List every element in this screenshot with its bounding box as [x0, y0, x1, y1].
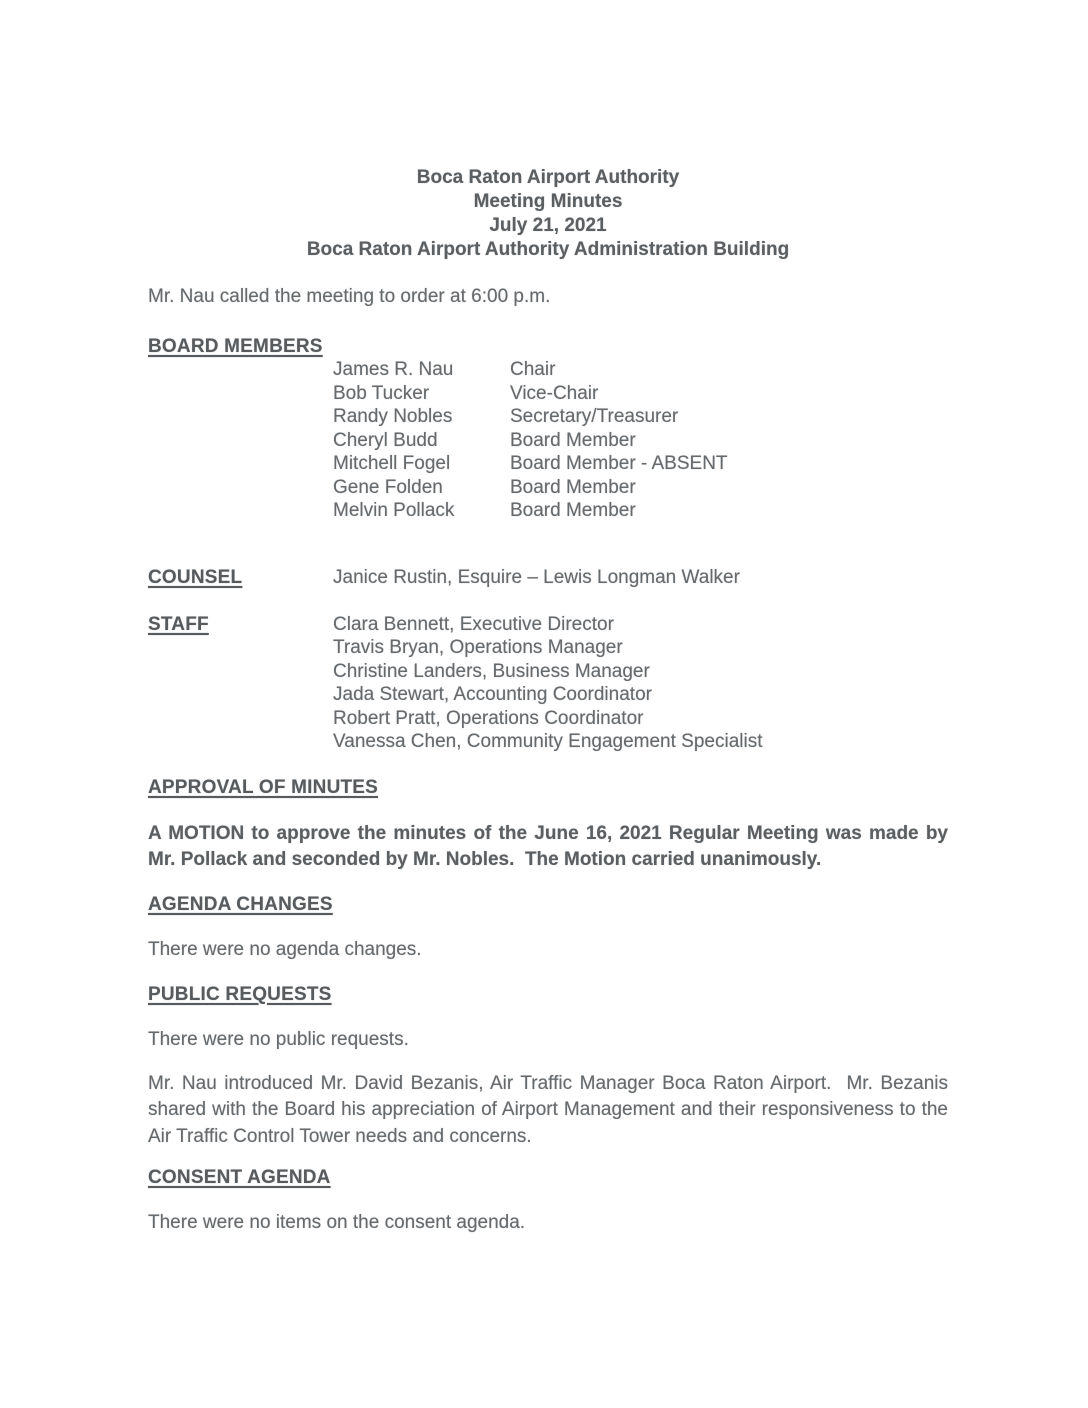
list-item: Vanessa Chen, Community Engagement Specialist — [333, 731, 763, 752]
member-role: Board Member — [510, 500, 636, 521]
staff-list — [333, 613, 948, 754]
counsel-heading: COUNSEL — [148, 566, 243, 588]
table-row — [333, 405, 948, 429]
staff-row — [148, 613, 948, 754]
list-item: Clara Bennett, Executive Director — [333, 613, 614, 635]
list-item: Christine Landers, Business Manager — [333, 660, 650, 682]
list-item: Jada Stewart, Accounting Coordinator — [333, 684, 652, 705]
call-to-order-paragraph: Mr. Nau called the meeting to order at 6:00 p.m. — [148, 286, 551, 307]
public-requests-heading: PUBLIC REQUESTS — [148, 983, 332, 1005]
list-item: Travis Bryan, Operations Manager — [333, 637, 623, 658]
member-role: Board Member - ABSENT — [510, 453, 728, 474]
title-line-authority: Boca Raton Airport Authority — [416, 167, 680, 188]
member-name: Cheryl Budd — [333, 429, 438, 451]
consent-agenda-paragraph: There were no items on the consent agenda. — [148, 1212, 526, 1233]
consent-agenda-heading: CONSENT AGENDA — [148, 1167, 331, 1188]
member-name: Gene Folden — [333, 476, 443, 498]
member-role: Board Member — [510, 476, 636, 498]
member-role: Vice-Chair — [510, 382, 599, 404]
public-requests-paragraph: There were no public requests. — [148, 1028, 409, 1050]
table-row — [333, 476, 948, 500]
table-row — [333, 382, 948, 406]
motion-paragraph: A MOTION to approve the minutes of the June 16, 2021 Regular Meeting was made by Mr. Pollack and seconded by Mr. Nobles. The Motion carried unanimously. — [148, 822, 954, 870]
table-row — [333, 452, 948, 476]
table-row — [333, 499, 948, 523]
member-role: Board Member — [510, 429, 636, 451]
member-name: Mitchell Fogel — [333, 453, 451, 474]
counsel-text: Janice Rustin, Esquire – Lewis Longman Walker — [333, 566, 740, 588]
table-row — [333, 358, 948, 382]
table-row — [333, 429, 948, 453]
staff-heading: STAFF — [148, 613, 209, 635]
counsel-row — [148, 566, 948, 589]
member-name: Bob Tucker — [333, 382, 430, 404]
document-title-block — [148, 166, 948, 262]
member-role: Chair — [510, 359, 556, 380]
approval-of-minutes-heading: APPROVAL OF MINUTES — [148, 776, 379, 798]
member-name: James R. Nau — [333, 359, 454, 380]
title-line-date: July 21, 2021 — [489, 215, 607, 236]
member-role: Secretary/Treasurer — [510, 406, 679, 427]
board-members-heading: BOARD MEMBERS — [148, 336, 323, 357]
agenda-changes-heading: AGENDA CHANGES — [148, 893, 333, 915]
agenda-changes-paragraph: There were no agenda changes. — [148, 938, 422, 960]
list-item: Robert Pratt, Operations Coordinator — [333, 707, 644, 729]
member-name: Randy Nobles — [333, 406, 453, 427]
board-members-table — [333, 358, 948, 523]
title-line-doc-type: Meeting Minutes — [473, 191, 623, 212]
member-name: Melvin Pollack — [333, 500, 455, 521]
bezanis-paragraph: Mr. Nau introduced Mr. David Bezanis, Air Traffic Manager Boca Raton Airport. Mr. Bezanis shared with the Board his appreciation of Airport Management and their responsiveness to the Air Traffic Control Tower needs and concerns. — [148, 1072, 954, 1147]
title-line-location: Boca Raton Airport Authority Administration Building — [306, 239, 790, 260]
